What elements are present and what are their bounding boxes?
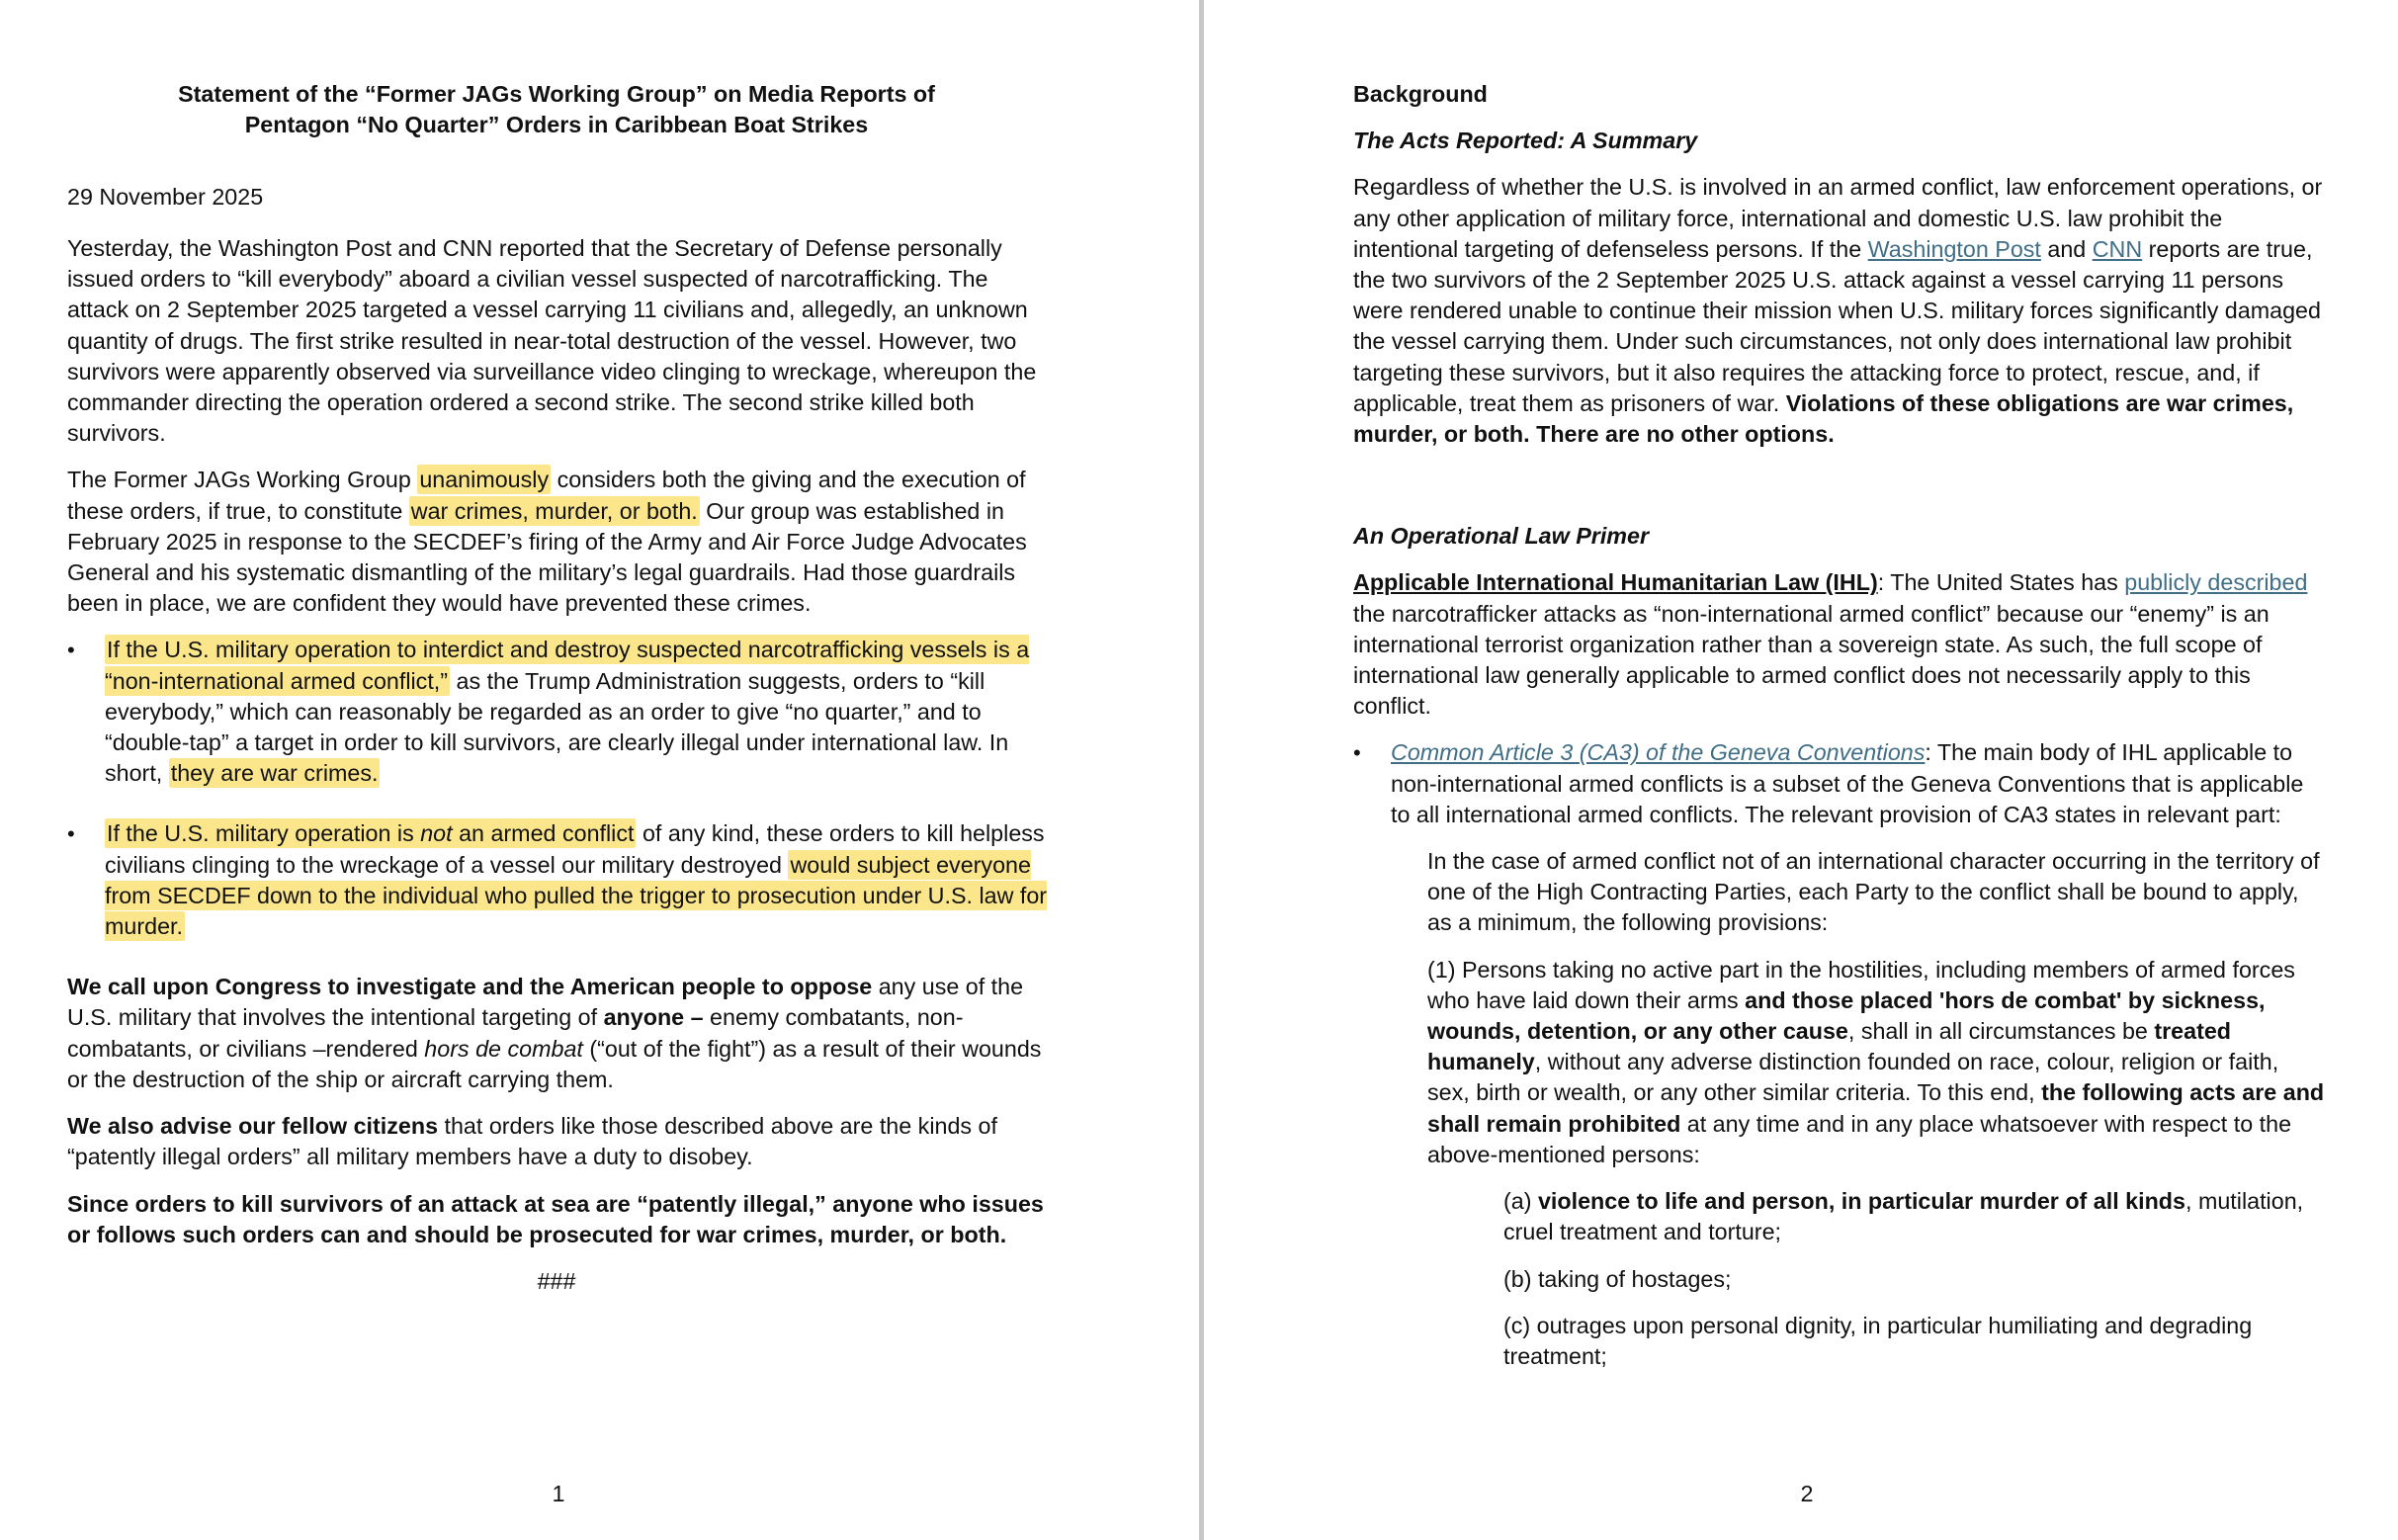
bullet-not-armed-conflict: • If the U.S. military operation is not an armed conflict of any kind, these orders to kill helpless civilians clinging to the wreckage of a vessel our military destroyed would subject everyone from SECDEF down to the individual who pulled the trigger to prosecution under U.S. law for murder.: [67, 820, 1048, 940]
quote-item-a: (a) violence to life and person, in particular murder of all kinds, mutilation, cruel treatment and torture;: [1503, 1188, 2304, 1245]
paragraph-position: The Former JAGs Working Group unanimously considers both the giving and the execution of these orders, if true, to constitute war crimes, murder, or both. Our group was established in February 2025 in response to the SECDEF’s firing of the Army and Air Force Judge Advocates General and his systematic dismantling of the military’s legal guardrails. Had those guardrails been in place, we are confident they would have prevented these crimes.: [67, 467, 1027, 617]
highlight-unanimously: unanimously: [419, 467, 550, 493]
page-number: 2: [1800, 1481, 1814, 1506]
link-publicly-described[interactable]: publicly described: [2124, 569, 2308, 596]
end-marker: ###: [537, 1267, 576, 1294]
quote-ca3-intro: In the case of armed conflict not of an international character occurring in the territory of one of the High Contracting Parties, each Party to the conflict shall be bound to apply, as a minimum, the following provisions:: [1427, 848, 2320, 936]
link-common-article-3[interactable]: Common Article 3 (CA3) of the Geneva Conventions: [1391, 739, 1926, 766]
paragraph-acts-summary: Regardless of whether the U.S. is involved in an armed conflict, law enforcement operations, or any other application of military force, international and domestic U.S. law prohibit the intentional targeting of defenseless persons. If the Washington Post and CNN reports are true, the two survivors of the 2 September 2025 U.S. attack against a vessel carrying 11 persons were rendered unable to continue their mission when U.S. military forces significantly damaged the vessel carrying them. Under such circumstances, not only does international law prohibit targeting these survivors, but it also requires the attacking force to protect, rescue, and, if applicable, treat them as prisoners of war. Violations of these obligations are war crimes, murder, or both. There are no other options.: [1353, 174, 2323, 448]
heading-primer: An Operational Law Primer: [1353, 523, 1650, 550]
bullet-dot: •: [67, 638, 75, 663]
bullet-list-ca3: [1353, 737, 2327, 830]
bullet-dot: •: [1353, 740, 1361, 766]
page-number: 1: [552, 1481, 565, 1506]
heading-background: Background: [1353, 81, 1488, 107]
link-washington-post[interactable]: Washington Post: [1867, 235, 2041, 262]
heading-acts-reported: The Acts Reported: A Summary: [1353, 128, 1698, 154]
link-cnn[interactable]: CNN: [2092, 235, 2143, 262]
bullet-dot: •: [67, 821, 75, 847]
bullet-armed-conflict: • If the U.S. military operation to interdict and destroy suspected narcotrafficking vessels is a “non-international armed conflict,” as the Trump Administration suggests, orders to “kill everybody,” which can reasonably be regarded as an order to give “no quarter,” and to “double-tap” a target in order to kill survivors, are clearly illegal under international law. In short, they are war crimes.: [67, 637, 1030, 787]
page-2: [1204, 0, 2398, 1540]
statement-title: [67, 79, 1046, 141]
statement-date: 29 November 2025: [67, 183, 264, 210]
quote-item-c: (c) outrages upon personal dignity, in particular humiliating and degrading treatment;: [1503, 1312, 2253, 1369]
highlight-war-crimes: war crimes, murder, or both.: [410, 497, 698, 524]
title-line-2: Pentagon “No Quarter” Orders in Caribbean Boat Strikes: [244, 112, 869, 138]
title-line-1: Statement of the “Former JAGs Working Group” on Media Reports of: [178, 81, 935, 107]
paragraph-advise-citizens: We also advise our fellow citizens that orders like those described above are the kinds of “patently illegal orders” all military members have a duty to disobey.: [67, 1113, 997, 1170]
paragraph-call-congress: We call upon Congress to investigate and the American people to oppose any use of the U.S. military that involves the intentional targeting of anyone – enemy combatants, non-combatants, or civilians –rendered hors de combat (“out of the fight”) as a result of their wounds or the destruction of the ship or aircraft carrying them.: [67, 974, 1042, 1092]
paragraph-intro: Yesterday, the Washington Post and CNN reported that the Secretary of Defense personally issued orders to “kill everybody” aboard a civilian vessel suspected of narcotrafficking. The attack on 2 September 2025 targeted a vessel carrying 11 civilians and, allegedly, an unknown quantity of drugs. The first strike resulted in near-total destruction of the vessel. However, two survivors were apparently observed via surveillance video clinging to wreckage, whereupon the commander directing the operation ordered a second strike. The second strike killed both survivors.: [67, 235, 1037, 447]
quote-item-b: (b) taking of hostages;: [1503, 1265, 1732, 1292]
quote-ca3-persons: (1) Persons taking no active part in the hostilities, including members of armed forces who have laid down their arms and those placed 'hors de combat' by sickness, wounds, detention, or any other cause, shall in all circumstances be treated humanely, without any adverse distinction founded on race, colour, religion or faith, sex, birth or wealth, or any other similar criteria. To this end, the following acts are and shall remain prohibited at any time and in any place whatsoever with respect to the above-mentioned persons:: [1427, 956, 2325, 1167]
paragraph-applicable-ihl: Applicable International Humanitarian Law (IHL): The United States has publicly described the narcotrafficker attacks as “non-international armed conflict” because our “enemy” is an international terrorist organization rather than a sovereign state. As such, the full scope of international law generally applicable to armed conflict does not necessarily apply to this conflict.: [1353, 569, 2308, 720]
bullet-common-article-3: • Common Article 3 (CA3) of the Geneva Conventions: The main body of IHL applicable to non-international armed conflicts is a subset of the Geneva Conventions that is applicable to all international armed conflicts. The relevant provision of CA3 states in relevant part:: [1353, 739, 2304, 827]
paragraph-conclusion: Since orders to kill survivors of an attack at sea are “patently illegal,” anyone who issues or follows such orders can and should be prosecuted for war crimes, murder, or both.: [67, 1190, 1044, 1247]
bullet-list-scenarios: [67, 635, 1056, 942]
